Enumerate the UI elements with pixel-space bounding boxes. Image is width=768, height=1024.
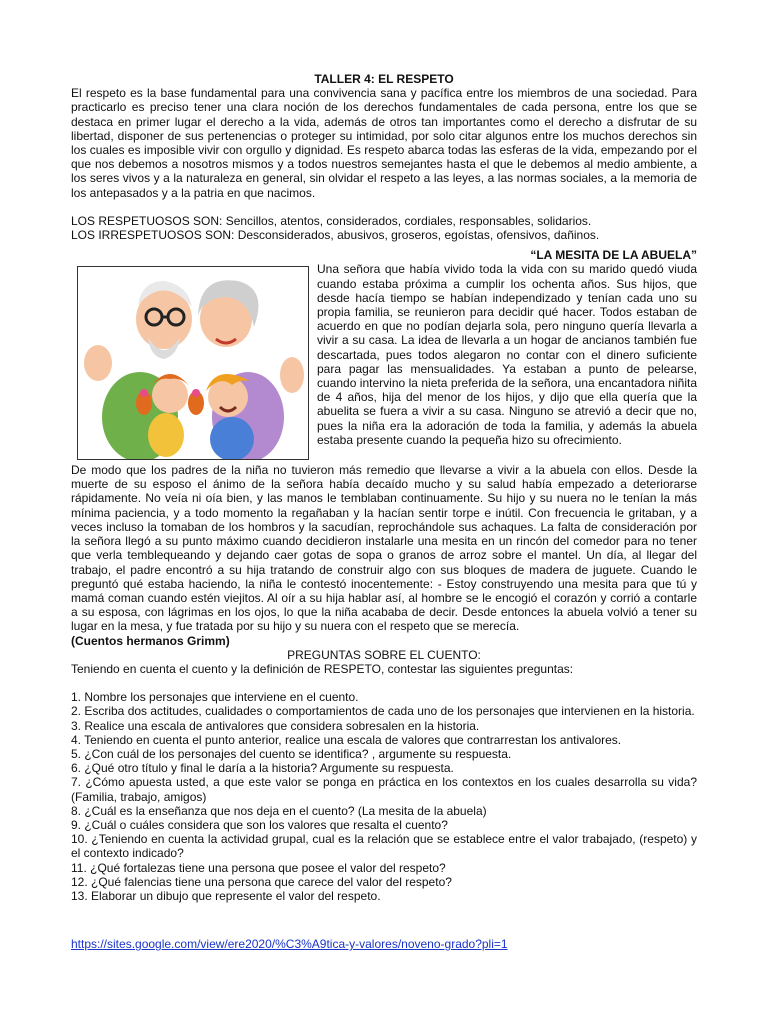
source-link[interactable]: https://sites.google.com/view/ere2020/%C3%A9tica-y-valores/noveno-grado?pli=1 xyxy=(71,937,508,952)
questions-intro: Teniendo en cuenta el cuento y la definición de RESPETO, contestar las siguientes preguntas: xyxy=(71,661,574,676)
question-item: 7. ¿Cómo apuesta usted, a que este valor se ponga en práctica en los contextos en los cuales desarrolla su vida? (Familia, trabajo, amigos) xyxy=(71,775,697,804)
question-item: 10. ¿Teniendo en cuenta la actividad grupal, cual es la relación que se establece entre el valor trabajado, (respeto) y el contexto indicado? xyxy=(71,832,697,861)
disrespectful-list: LOS IRRESPETUOSOS SON: Desconsiderados, abusivos, groseros, egoístas, ofensivos, dañinos. xyxy=(71,228,600,243)
question-item: 6. ¿Qué otro título y final le daría a la historia? Argumente su respuesta. xyxy=(71,761,454,776)
question-item: 11. ¿Qué fortalezas tiene una persona que posee el valor del respeto? xyxy=(71,860,446,875)
story-paragraph-2: De modo que los padres de la niña no tuvieron más remedio que llevarse a vivir a la abuela con ellos. Desde la muerte de su esposo el ánimo de la señora había decaído mucho y su salud había empezado a deteriorarse rápidamente. No veía ni oía bien, y las manos le temblaban continuamente. Su hijo y su nuera no le tenían la más mínima paciencia, y a todo momento la regañaban y la hacían sentir torpe e inútil. Con frecuencia le gritaban, y a veces incluso la tomaban de los hombros y la sacudían, reprochándole sus achaques. La falta de consideración por la señora llegó a su punto máximo cuando decidieron instalarle una mesita en un rincón del comedor para no tener que verla temblequeando y dejando caer gotas de sopa o granos de arroz sobre el mantel. Un día, al llegar del trabajo, el padre encontró a su hija tratando de construir algo con sus bloques de madera de juguete. Cuando le preguntó qué estaba haciendo, la niña le contestó inocentemente: - Estoy construyendo una mesita para que tú y mamá coman cuando estén viejitos. Al oír a su hija hablar así, al hombre se le encogió el corazón y corrió a contarle a su esposa, con lágrimas en los ojos, lo que la niña acababa de decir. Desde entonces la abuela volvió a tener su lugar en la mesa, y fue tratada por su hijo y su nuera con el respeto que se merecía. xyxy=(71,463,697,634)
question-item: 8. ¿Cuál es la enseñanza que nos deja en el cuento? (La mesita de la abuela) xyxy=(71,803,487,818)
question-item: 12. ¿Qué falencias tiene una persona que carece del valor del respeto? xyxy=(71,874,452,889)
question-item: 1. Nombre los personajes que interviene en el cuento. xyxy=(71,690,359,705)
story-title: “LA MESITA DE LA ABUELA” xyxy=(530,248,697,263)
document-title: TALLER 4: EL RESPETO xyxy=(314,72,454,86)
intro-paragraph: El respeto es la base fundamental para una convivencia sana y pacífica entre los miembros de una sociedad. Para practicarlo es preciso tener una clara noción de los derechos fundamentales de cada persona, entre los que se destaca en primer lugar el derecho a la vida, además de otros tan importantes como el derecho a disfrutar de su libertad, disponer de sus pertenencias o proteger su intimidad, por solo citar algunos entre los muchos derechos sin los cuales es imposible vivir con orgullo y dignidad. Es respeto abarca todas las esferas de la vida, empezando por el que nos debemos a nosotros mismos y a todos nuestros semejantes hasta el que le debemos al medio ambiente, a los seres vivos y a la naturaleza en general, sin olvidar el respeto a las leyes, a las normas sociales, a la memoria de los antepasados y a la patria en que nacimos. xyxy=(71,86,697,200)
question-item: 13. Elaborar un dibujo que represente el valor del respeto. xyxy=(71,888,381,903)
family-cartoon-image xyxy=(78,267,308,459)
story-paragraph-1: Una señora que había vivido toda la vida con su marido quedó viuda cuando estaba próxima a cumplir los ochenta años. Sus hijos, que desde hacía tiempo se habían independizado y tenían cada uno su propia familia, se reunieron para decidir qué hacer. Todos estaban de acuerdo en que no podían dejarla sola, pero ninguno quería llevarla a vivir a su casa. La idea de llevarla a un hogar de ancianos también fue descartada, pues todos alegaron no contar con el dinero suficiente para pagar las mensualidades. Ya estaban a punto de pelearse, cuando intervino la nieta preferida de la señora, una encantadora niñita de 4 años, hija del menor de los hijos, y dijo que ella quería que la abuelita se fuera a vivir a su casa. Ninguno se atrevió a decir que no, pues la niña era la adoración de toda la familia, y además la abuela estaba presente cuando la pequeña hizo su ofrecimiento. xyxy=(317,262,697,447)
question-item: 2. Escriba dos actitudes, cualidades o comportamientos de cada uno de los personajes que intervienen en la historia. xyxy=(71,704,695,719)
question-item: 3. Realice una escala de antivalores que considera sobresalen en la historia. xyxy=(71,718,480,733)
question-item: 5. ¿Con cuál de los personajes del cuento se identifica? , argumente su respuesta. xyxy=(71,746,512,761)
questions-title: PREGUNTAS SOBRE EL CUENTO: xyxy=(287,647,481,662)
document-page xyxy=(71,72,697,951)
questions-list xyxy=(71,690,697,903)
question-item: 4. Teniendo en cuenta el punto anterior, realice una escala de valores que contrarrestan los antivalores. xyxy=(71,732,622,747)
respectful-list: LOS RESPETUOSOS SON: Sencillos, atentos, considerados, cordiales, responsables, solidarios. xyxy=(71,213,592,228)
family-illustration xyxy=(77,266,309,460)
story-author: (Cuentos hermanos Grimm) xyxy=(71,633,230,648)
question-item: 9. ¿Cuál o cuáles considera que son los valores que resalta el cuento? xyxy=(71,817,448,832)
